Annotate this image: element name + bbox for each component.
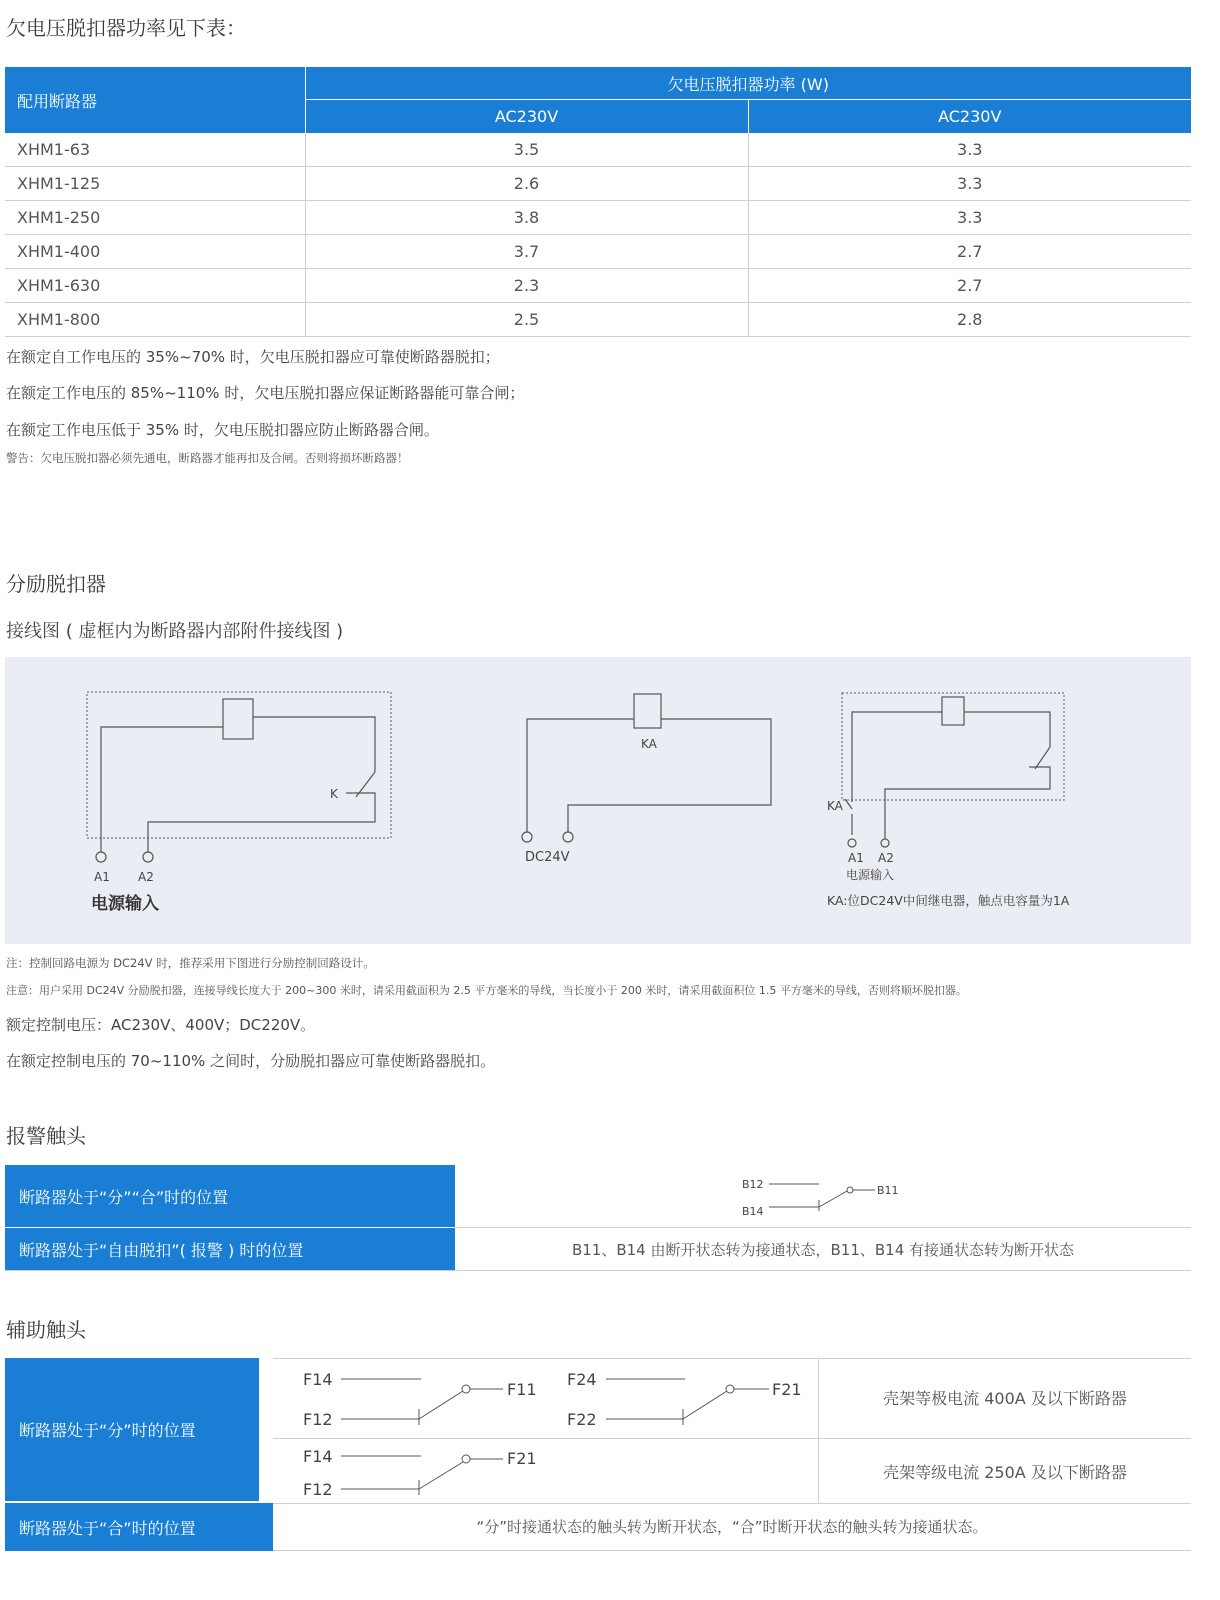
table-row: [5, 167, 1191, 201]
aux-row1-label: 断路器处于“分”时的位置: [19, 1421, 196, 1440]
model-cell: XHM1-800: [5, 303, 305, 337]
table-row: [5, 201, 1191, 235]
model-cell: XHM1-250: [5, 201, 305, 235]
table-row: [5, 235, 1191, 269]
undervoltage-note-1: 在额定自工作电压的 35%~70% 时，欠电压脱扣器应可靠使断路器脱扣；: [6, 348, 500, 366]
value-cell: 3.3: [748, 133, 1191, 167]
f12-label: F12: [303, 1410, 333, 1429]
shunt-note-1: 注：控制回路电源为 DC24V 时，推荐采用下图进行分励控制回路设计。: [6, 956, 375, 970]
model-cell: XHM1-63: [5, 133, 305, 167]
alarm-heading: 报警触头: [6, 1124, 86, 1148]
table-row: [5, 133, 1191, 167]
value-cell: 2.6: [305, 167, 748, 201]
shunt-heading: 分励脱扣器: [6, 572, 106, 596]
f11-label: F11: [507, 1380, 537, 1399]
value-cell: 3.3: [748, 201, 1191, 235]
diagram1-a2-label: A2: [138, 870, 154, 884]
aux-desc-400a: 壳架等极电流 400A 及以下断路器: [883, 1389, 1127, 1408]
diagram3-a1-label: A1: [848, 851, 864, 865]
alarm-contact-table: [5, 1165, 1191, 1271]
alarm-contact-symbol-cell: [455, 1165, 1191, 1228]
diagram3-power-input: 电源输入: [846, 868, 895, 882]
shunt-rated-range: 在额定控制电压的 70~110% 之间时，分励脱扣器应可靠使断路器脱扣。: [6, 1052, 496, 1070]
f22-label: F22: [567, 1410, 597, 1429]
b14-label: B14: [742, 1205, 764, 1218]
shunt-rated-voltage: 额定控制电压：AC230V、400V；DC220V。: [6, 1016, 316, 1034]
undervoltage-warning: 警告：欠电压脱扣器必须先通电，断路器才能再扣及合闸。否则将损坏断路器！: [6, 451, 409, 465]
value-cell: 3.5: [305, 133, 748, 167]
value-cell: 2.3: [305, 269, 748, 303]
value-cell: 3.7: [305, 235, 748, 269]
value-cell: 2.5: [305, 303, 748, 337]
col-header-power: 欠电压脱扣器功率 (W): [305, 67, 1191, 100]
col-header-breaker: 配用断路器: [5, 67, 305, 133]
diagram1-power-input: 电源输入: [91, 894, 159, 914]
diagram2-dc24v-label: DC24V: [525, 850, 570, 865]
model-cell: XHM1-400: [5, 235, 305, 269]
diagram1-k-label: K: [330, 787, 338, 801]
aux-divider: [273, 1503, 1191, 1504]
aux-contact-symbols: [273, 1358, 818, 1503]
f21-label: F21: [772, 1380, 802, 1399]
diagram1-a1-label: A1: [94, 870, 110, 884]
f24-label: F24: [567, 1370, 597, 1389]
alarm-row2-text: B11、B14 由断开状态转为接通状态，B11、B14 有接通状态转为断开状态: [571, 1240, 1075, 1259]
undervoltage-power-table: [5, 67, 1191, 337]
diagram3-ka-label: KA: [827, 799, 843, 813]
f14-label: F14: [303, 1447, 333, 1466]
aux-heading: 辅助触头: [6, 1318, 86, 1342]
aux-row1-label-cell: [5, 1358, 259, 1502]
value-cell: 2.7: [748, 235, 1191, 269]
alarm-row1-label: 断路器处于“分”“合”时的位置: [5, 1165, 455, 1228]
f21-label: F21: [507, 1449, 537, 1468]
value-cell: 3.8: [305, 201, 748, 235]
undervoltage-note-3: 在额定工作电压低于 35% 时，欠电压脱扣器应防止断路器合闸。: [6, 421, 439, 439]
aux-contact-table: [5, 1358, 1191, 1551]
f12-label: F12: [303, 1480, 333, 1499]
value-cell: 2.8: [748, 303, 1191, 337]
aux-row2-label: 断路器处于“合”时的位置: [19, 1518, 196, 1538]
value-cell: 3.3: [748, 167, 1191, 201]
shunt-subheading: 接线图 ( 虚框内为断路器内部附件接线图 ): [6, 621, 344, 642]
f14-label: F14: [303, 1370, 333, 1389]
value-cell: 2.7: [748, 269, 1191, 303]
b12-label: B12: [742, 1178, 764, 1191]
diagram3-a2-label: A2: [878, 851, 894, 865]
aux-desc-250a: 壳架等级电流 250A 及以下断路器: [883, 1463, 1127, 1482]
undervoltage-note-2: 在额定工作电压的 85%~110% 时，欠电压脱扣器应保证断路器能可靠合闸；: [6, 384, 525, 402]
table-row: [5, 269, 1191, 303]
table-row: [5, 303, 1191, 337]
undervoltage-heading: 欠电压脱扣器功率见下表：: [6, 16, 246, 40]
alarm-contact-symbol: [455, 1165, 1191, 1223]
model-cell: XHM1-630: [5, 269, 305, 303]
diagram2-ka-label: KA: [641, 737, 657, 751]
sub-header-ac230v-2: AC230V: [748, 100, 1191, 134]
shunt-note-2: 注意：用户采用 DC24V 分励脱扣器，连接导线长度大于 200~300 米时，请采用截面积为 2.5 平方毫米的导线，当长度小于 200 米时，请采用截面积位 1.5 平方毫米的导线，否则将顺坏脱扣器。: [6, 984, 967, 997]
alarm-row2-label: 断路器处于“自由脱扣”( 报警 ) 时的位置: [5, 1228, 455, 1271]
aux-row2-label-cell: [5, 1503, 273, 1551]
sub-header-ac230v-1: AC230V: [305, 100, 748, 134]
b11-label: B11: [877, 1184, 899, 1197]
diagram3-ka-note: KA:位DC24V中间继电器，触点电容量为1A: [827, 893, 1070, 908]
wiring-diagram-panel: [5, 657, 1191, 944]
aux-row2-text: “分”时接通状态的触头转为断开状态，“合”时断开状态的触头转为接通状态。: [476, 1518, 988, 1536]
model-cell: XHM1-125: [5, 167, 305, 201]
wiring-diagram: [5, 657, 1191, 944]
